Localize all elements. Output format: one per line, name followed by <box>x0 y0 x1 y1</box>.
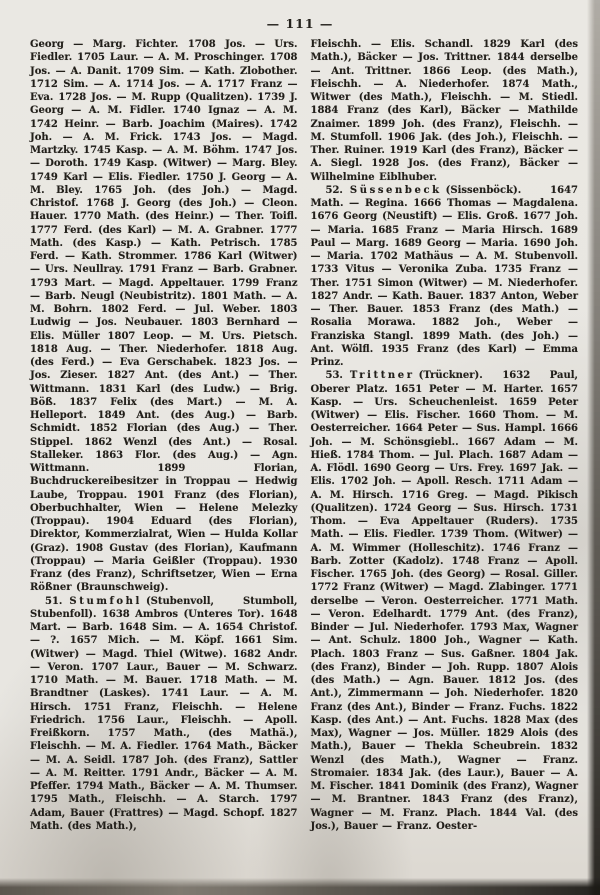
right-column <box>311 38 579 833</box>
entry-text: (Trückner). 1632 Paul, Oberer Platz. 1651 Peter — M. Harter. 1657 Kasp. — Urs. Scheuchenleist. 1659 Peter (Witwer) — Elis. Fischer. 1660 Thom. — M. Oesterreicher. 1664 Peter — Sus. Hampl. 1666 Joh. — M. Schönsgiebl.. 1667 Adam — M. Hieß. 1784 Thom. — Jul. Plach. 1687 Adam — A. Flödl. 1690 Georg — Urs. Frey. 1697 Jak. — Elis. 1702 Joh. — Apoll. Resch. 1711 Adam — A. M. Hirsch. 1716 Greg. — Magd. Pikisch (Qualitzen). 1724 Georg — Sus. Hirsch. 1731 Thom. — Eva Appeltauer (Ruders). 1735 Math. — Elis. Fiedler. 1739 Thom. (Witwer) — A. M. Wimmer (Holleschitz). 1746 Franz — Barb. Zotter (Kadolz). 1748 Franz — Apoll. Fischer. 1765 Joh. (des Georg) — Rosal. Giller. 1772 Franz (Witwer) — Magd. Zlabinger. 1771 derselbe — Veron. Oesterreicher. 1771 Math. — Veron. Edelhardt. 1779 Ant. (des Franz), Binder — Jul. Niederhofer. 1793 Max, Wagner — Ant. Schulz. 1800 Joh., Wagner — Kath. Plach. 1803 Franz — Sus. Gaßner. 1804 Jak. (des Franz), Binder — Joh. Rupp. 1807 Alois (des Math.) — Agn. Bauer. 1812 Jos. (des Ant.), Zimmermann — Joh. Niederhofer. 1820 Franz (des Ant.), Binder — Franz. Fuchs. 1822 Kasp. (des Ant.) — Ant. Fuchs. 1828 Max (des Max), Wagner — Jos. Müller. 1829 Alois (des Math.), Bauer — Thekla Scheubrein. 1832 Wenzl (des Math.), Wagner — Franz. Stromaier. 1834 Jak. (des Laur.), Bauer — A. M. Fischer. 1841 Dominik (des Franz), Wagner — M. Brantner. 1843 Franz (des Franz), Wagner — M. Franz. Plach. 1844 Val. (des Jos.), Bauer — Franz. Oester- <box>310 370 578 832</box>
entry-text: (Sissenböck). 1647 Math. — Regina. 1666 Thomas — Magdalena. 1676 Georg (Neustift) — Elis. Groß. 1677 Joh. — Maria. 1685 Franz — Maria Hirsch. 1689 Paul — Marg. 1689 Georg — Maria. 1690 Joh. — Maria. 1702 Mathäus — A. M. Stubenvoll. 1733 Vitus — Veronika Zuba. 1735 Franz — Ther. 1751 Simon (Witwer) — M. Niederhofer. 1827 Andr. — Kath. Bauer. 1837 Anton, Weber — Ther. Bauer. 1853 Franz (des Math.) — Rosalia Morawa. 1882 Joh., Weber — Franziska Stangl. 1899 Math. (des Joh.) — Ant. Wölfl. 1935 Franz (des Karl) — Emma Prinz. <box>310 184 578 368</box>
left-column <box>30 38 298 833</box>
register-entry-52 <box>311 184 579 370</box>
entry-surname: Trittner <box>349 370 415 382</box>
entry-text: (Stubenvoll, Stumboll, Stubenfoll). 1638 Ambros (Unteres Tor). 1648 Mart. — Barb. 1648 Sim. — A. 1654 Christof. — ?. 1657 Mich. — M. Köpf. 1661 Sim. (Witwer) — Magd. Thiel (Witwe). 1682 Andr. — Veron. 1707 Laur., Bauer — M. Schwarz. 1710 Math. — M. Bauer. 1718 Math. — M. Brandtner (Laskes). 1741 Laur. — A. M. Hirsch. 1751 Franz, Fleischh. — Helene Friedrich. 1756 Laur., Fleischh. — Apoll. Freißkorn. 1757 Math., (des Mathä.), Fleischh. — M. A. Fiedler. 1764 Math., Bäcker — M. A. Seidl. 1787 Joh. (des Franz), Sattler — A. M. Reitter. 1791 Andr., Bäcker — A. M. Pfeffer. 1794 Math., Bäcker — A. M. Thumser. 1795 Math., Fleischh. — A. Starch. 1797 Adam, Bauer (Frattres) — Magd. Schopf. 1827 Math. (des Math.), <box>30 595 298 832</box>
continuation-text: Georg — Marg. Fichter. 1708 Jos. — Urs. Fiedler. 1705 Laur. — A. M. Proschinger. 1708 Jos. — A. Danit. 1709 Sim. — Kath. Zlobother. 1712 Sim. — A. 1714 Jos. — A. 1717 Franz — Eva. 1728 Jos. — M. Rupp (Qualitzen). 1739 J. Georg — A. M. Fidler. 1740 Ignaz — A. M. 1742 Heinr. — Barb. Joachim (Maires). 1742 Joh. — A. M. Frick. 1743 Jos. — Magd. Martzky. 1745 Kasp. — A. M. Böhm. 1747 Jos. — Doroth. 1749 Kasp. (Witwer) — Marg. Bley. 1749 Karl — Elis. Fiedler. 1750 J. Georg — A. M. Bley. 1765 Joh. (des Joh.) — Magd. Christof. 1768 J. Georg (des Joh.) — Cleon. Hauer. 1770 Math. (des Heinr.) — Ther. Toifl. 1777 Ferd. (des Karl) — M. A. Grabner. 1777 Math. (des Kasp.) — Kath. Petrisch. 1785 Ferd. — Kath. Strommer. 1786 Karl (Witwer) — Urs. Neullray. 1791 Franz — Barb. Grabner. 1793 Mart. — Magd. Appeltauer. 1799 Franz — Barb. Neugl (Neubistritz). 1801 Math. — A. M. Bohrn. 1802 Ferd. — Jul. Weber. 1803 Ludwig — Jos. Neubauer. 1803 Bernhard — Elis. Müller 1807 Leop. — M. Urs. Pietsch. 1818 Aug. — Ther. Niederhofer. 1818 Aug. (des Ferd.) — Eva Gerschabek. 1823 Jos. — Jos. Zieser. 1827 Ant. (des Ant.) — Ther. Wittmann. 1831 Karl (des Ludw.) — Brig. Böß. 1837 Felix (des Mart.) — M. A. Helleport. 1849 Ant. (des Aug.) — Barb. Schmidt. 1852 Florian (des Aug.) — Ther. Stippel. 1862 Wenzl (des Ant.) — Rosal. Stalleker. 1863 Flor. (des Aug.) — Agn. Wittmann. 1899 Florian, Buchdruckereibesitzer in Troppau — Hedwig Laube, Troppau. 1901 Franz (des Florian), Oberbuchhalter, Wien — Helene Melezky (Troppau). 1904 Eduard (des Florian), Direktor, Kommerzialrat, Wien — Hulda Kollar (Graz). 1908 Gustav (des Florian), Kaufmann (Troppau) — Maria Geißler (Troppau). 1930 Franz (des Franz), Schriftsetzer, Wien — Erna Rößner (Braunschweig). <box>30 39 298 594</box>
entry-surname: Stumfohl <box>69 595 142 607</box>
scan-edge-bottom <box>0 878 600 895</box>
page-number: — 111 — <box>266 16 334 31</box>
register-entry-51 <box>30 595 298 834</box>
entry-number: 53. <box>325 370 343 382</box>
register-entry-53 <box>311 369 579 833</box>
text-columns <box>0 31 600 833</box>
register-continuation-text <box>30 38 298 595</box>
entry-number: 51. <box>45 595 63 607</box>
entry-surname: Süssenbeck <box>349 184 442 196</box>
continuation-text: Fleischh. — Elis. Schandl. 1829 Karl (des Math.), Bäcker — Jos. Trittner. 1844 derselbe — Ant. Trittner. 1866 Leop. (des Math.), Fleischh. — A. Niederhofer. 1874 Math., Witwer (des Math.), Fleischh. — M. Stiedl. 1884 Franz (des Karl), Bäcker — Mathilde Znaimer. 1899 Joh. (des Franz), Fleischh. — M. Stumfoll. 1906 Jak. (des Joh.), Fleischh. — Ther. Ruiner. 1919 Karl (des Franz), Bäcker — A. Siegl. 1928 Jos. (des Franz), Bäcker — Wilhelmine Eiblhuber. <box>310 39 578 183</box>
register-continuation-text <box>311 38 579 184</box>
entry-number: 52. <box>325 184 343 196</box>
scan-edge-right <box>587 0 600 895</box>
